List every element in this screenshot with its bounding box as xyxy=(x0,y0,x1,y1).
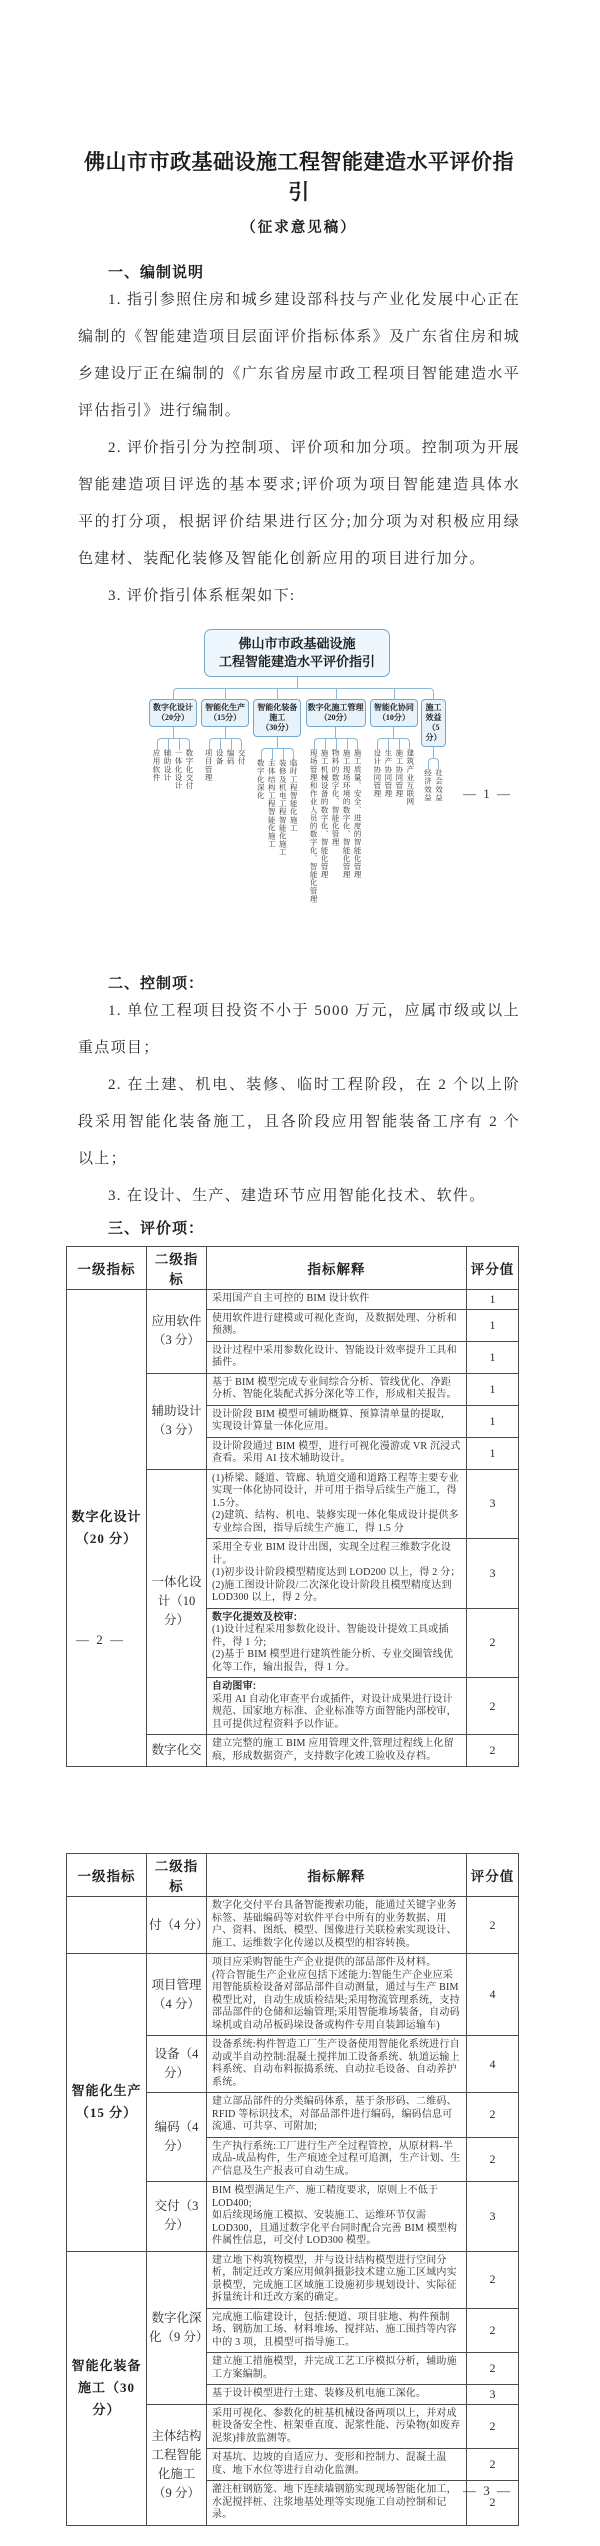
page-2 xyxy=(0,830,600,1835)
page-number: — 3 — xyxy=(463,2483,512,2498)
org-chart-leaf: 项目管理 xyxy=(204,749,214,782)
level2-indicator-cell: 编码（4 分） xyxy=(147,2093,207,2182)
score-cell: 2 xyxy=(467,2251,519,2308)
section-heading-evaluation-items: 三、评价项： xyxy=(108,1220,205,1237)
score-cell: 2 xyxy=(467,1608,519,1678)
indicator-explanation-cell: 建立地下构筑物模型，并与设计结构模型进行空间分析，制定迁改方案应用倾斜摄影技术建立施工区域内实景模型，完成施工区域施工设施初步规划设计、实际征拆量统计和迁改方案的确定。 xyxy=(207,2251,467,2308)
score-cell: 2 xyxy=(467,1897,519,1954)
org-chart-root: 佛山市市政基础设施 工程智能建造水平评价指引 xyxy=(204,629,390,677)
indicator-explanation-cell: 项目应采购智能生产企业提供的部品部件及材料。 (符合智能生产企业应包括下述能力:智能生产企业应采用智能质检设备对部品部件自动测量，通过与生产 BIM 模型比对，自动生成质检结果;采用物流管理系统，支持部品部件的仓储和运输管理;采用智能堆场装备，自动码垛机或自动吊板码垛设备或构件专用自装卸运输车) xyxy=(207,1954,467,2036)
score-cell: 2 xyxy=(467,1735,519,1767)
indicator-explanation-cell: 使用软件进行建模或可视化查询，及数据处理、分析和预测。 xyxy=(207,1309,467,1341)
org-chart-leaf: 施工质量、安全、进度的智能化管理 xyxy=(353,749,363,879)
indicator-explanation-cell: 基于设计模型进行土建、装修及机电施工深化。 xyxy=(207,2385,467,2405)
column-header: 二级指标 xyxy=(147,1247,207,1290)
indicator-explanation-cell: 采用国产自主可控的 BIM 设计软件 xyxy=(207,1290,467,1310)
score-cell: 2 xyxy=(467,1678,519,1735)
score-cell: 4 xyxy=(467,1954,519,2036)
column-header: 二级指标 xyxy=(147,1854,207,1897)
document-subtitle: （征求意见稿） xyxy=(241,220,357,236)
control-item-3: 3. 在设计、生产、建造环节应用智能化技术、软件。 xyxy=(108,1188,486,1204)
score-cell: 2 xyxy=(467,2353,519,2385)
org-chart-leaf: 物料的数字化、智能化管理 xyxy=(331,749,341,847)
org-chart-leaf: 应用软件 xyxy=(152,749,162,782)
org-chart-branch: 智能化装备施工 （30分） xyxy=(253,699,301,737)
indicator-explanation-cell: 基于 BIM 模型完成专业间综合分析、管线优化、净距分析、智能化装配式拆分深化等工作，形成相关报告。 xyxy=(207,1373,467,1405)
score-cell: 1 xyxy=(467,1309,519,1341)
org-chart-branch: 智能化生产 （15分） xyxy=(201,699,249,727)
indicator-explanation-cell: 数字化提效及校审: (1)设计过程采用参数化设计、智能设计提效工具或插件，得 1 分; (2)基于 BIM 模型进行建筑性能分析、专业交圈管线优化等工作，输出报告，得 1 分。 xyxy=(207,1608,467,1678)
paragraph-1: 1. 指引参照住房和城乡建设部科技与产业化发展中心正在编制的《智能建造项目层面评价指标体系》及广东省住房和城乡建设厅正在编制的《广东省房屋市政工程项目智能建造水平评估指引》进行编制。 xyxy=(78,292,520,419)
score-cell: 1 xyxy=(467,1373,519,1405)
score-cell: 2 xyxy=(467,2404,519,2449)
level2-indicator-cell: 数字化深化（9 分） xyxy=(147,2251,207,2404)
org-chart-leaf: 施工协同管理 xyxy=(394,749,404,798)
indicator-explanation-cell: 设计过程中采用参数化设计、智能设计效率提升工具和插件。 xyxy=(207,1341,467,1373)
level2-indicator-cell: 辅助设计（3 分） xyxy=(147,1373,207,1469)
score-cell: 2 xyxy=(467,2308,519,2353)
table-row xyxy=(67,1897,519,1954)
org-chart-branch: 施工效益 （5分） xyxy=(421,699,445,747)
org-chart-leaf: 施工机械设备的数字化、智能化管理 xyxy=(320,749,330,879)
org-chart-leaf: 建筑产业互联网 xyxy=(405,749,415,806)
score-cell: 2 xyxy=(467,2093,519,2138)
indicator-explanation-cell: 建立施工措施模型，并完成工艺工序模拟分析，辅助施工方案编制。 xyxy=(207,2353,467,2385)
level2-indicator-cell: 设备（4 分） xyxy=(147,2036,207,2093)
score-cell: 1 xyxy=(467,1290,519,1310)
org-chart-leaf: 数字化深化 xyxy=(256,759,266,800)
score-cell: 1 xyxy=(467,1341,519,1373)
org-chart-leaf: 数字化交付 xyxy=(185,749,195,790)
org-chart-leaf: 生产协同管理 xyxy=(383,749,393,798)
level2-indicator-cell: 应用软件（3 分） xyxy=(147,1290,207,1374)
table-row xyxy=(67,1954,519,2036)
score-cell: 4 xyxy=(467,2036,519,2093)
evaluation-table-page2 xyxy=(66,1246,519,1767)
indicator-explanation-cell: 自动图审: 采用 AI 自动化审查平台或插件，对设计成果进行设计规范、国家地方标准、企业标准等方面智能内部校审，且可提供过程资料予以作证。 xyxy=(207,1678,467,1735)
page-number: — 2 — xyxy=(76,1632,125,1647)
table-row xyxy=(67,2251,519,2308)
org-chart-leaf: 社会效益 xyxy=(434,769,444,802)
indicator-explanation-cell: 灌注桩钢筋笼、地下连续墙钢筋实现现场智能化加工，水泥搅拌桩、注浆地基处理等实现施工自动控制和记录。 xyxy=(207,2481,467,2526)
level2-indicator-cell: 项目管理（4 分） xyxy=(147,1954,207,2036)
org-chart-leaf: 主体结构工程智能化施工 xyxy=(267,759,277,849)
level2-indicator-cell: 交付（3 分） xyxy=(147,2182,207,2252)
page-3 xyxy=(0,1835,600,2546)
indicator-explanation-cell: 生产执行系统:工厂进行生产全过程管控，从原材料-半成品-成品构件，生产痕迹全过程可追测，生产计划、生产信息及生产报表可自动生成。 xyxy=(207,2137,467,2182)
org-chart-leaf: 现场管理和作业人员的数字化、智能化管理 xyxy=(309,749,319,903)
indicator-explanation-cell: (1)桥梁、隧道、管廊、轨道交通和道路工程等主要专业实现一体化协同设计，并可用于指导后续生产施工，得1.5分。 (2)建筑、结构、机电、装修实现一体化集成设计提供多专业综合图，指导后续生产施工，得 1.5 分 xyxy=(207,1469,467,1539)
indicator-explanation-cell: BIM 模型满足生产、施工精度要求，原则上不低于 LOD400; 如后续现场施工模拟、安装施工、运维环节仅需 LOD300，且通过数字化平台同时配合完善 BIM 模型构件属性信息，可交付 LOD300 模型。 xyxy=(207,2182,467,2252)
indicator-explanation-cell: 建立完整的施工 BIM 应用管理文件,管理过程线上化留痕，形成数据资产，支持数字化竣工验收及存档。 xyxy=(207,1735,467,1767)
org-chart-leaf: 经济效益 xyxy=(423,769,433,802)
org-chart-leaf: 临时工程智能化施工 xyxy=(289,759,299,832)
score-cell: 3 xyxy=(467,2182,519,2252)
score-cell: 1 xyxy=(467,1437,519,1469)
column-header: 一级指标 xyxy=(67,1247,147,1290)
org-chart-leaf: 交付 xyxy=(237,749,247,766)
control-item-1: 1. 单位工程项目投资不小于 5000 万元，应属市级或以上重点项目； xyxy=(78,1003,520,1056)
column-header: 评分值 xyxy=(467,1854,519,1897)
indicator-explanation-cell: 完成施工临建设计，包括:便道、项目驻地、构件预制场、钢筋加工场、材料堆场、搅拌站、施工围挡等内容中的 3 项，且模型可指导施工。 xyxy=(207,2308,467,2353)
level2-indicator-cell: 一体化设计（10 分） xyxy=(147,1469,207,1735)
score-cell: 3 xyxy=(467,2385,519,2405)
org-chart-leaf: 施工现场环境的数字化、智能化管理 xyxy=(342,749,352,879)
org-chart-leaf: 设计协同管理 xyxy=(372,749,382,798)
control-item-2: 2. 在土建、机电、装修、临时工程阶段，在 2 个以上阶段采用智能化装备施工，且各阶段应用智能装备工序有 2 个以上； xyxy=(78,1077,520,1167)
column-header: 指标解释 xyxy=(207,1247,467,1290)
section-heading-control-items: 二、控制项： xyxy=(108,975,205,992)
org-chart-leaf: 编码 xyxy=(226,749,236,766)
org-chart-branch: 数字化施工管理 （20分） xyxy=(306,699,366,727)
score-cell: 3 xyxy=(467,1539,519,1609)
score-cell: 3 xyxy=(467,1469,519,1539)
paragraph-2: 2. 评价指引分为控制项、评价项和加分项。控制项为开展智能建造项目评选的基本要求;评价项为项目智能建造具体水平的打分项，根据评价结果进行区分;加分项为对积极应用绿色建材、装配化装修及智能化创新应用的项目进行加分。 xyxy=(78,440,520,567)
level1-indicator-cell xyxy=(67,1897,147,1954)
page-number: — 1 — xyxy=(463,786,512,801)
org-chart-leaf: 装修及机电工程智能化施工 xyxy=(278,759,288,857)
document-title: 佛山市市政基础设施工程智能建造水平评价指引 xyxy=(84,151,514,204)
org-chart-branch: 智能化协同 （10分） xyxy=(370,699,418,727)
indicator-explanation-cell: 数字化交付平台具备智能搜索功能，能通过关键字业务标签、基础编码等对软件平台中所有的业务数据、用户、资料、图纸、模型、图像进行关联检索实现设计、施工、运维数字化传递以及模型的相容转换。 xyxy=(207,1897,467,1954)
column-header: 一级指标 xyxy=(67,1854,147,1897)
score-cell: 2 xyxy=(467,2137,519,2182)
table-header-row xyxy=(67,1854,519,1897)
indicator-explanation-cell: 采用全专业 BIM 设计出图，实现全过程三维数字化设计。 (1)初步设计阶段模型精度达到 LOD200 以上，得 2 分； (2)施工图设计阶段/二次深化设计阶段且模型精度达到 LOD300 以上，得 2 分。 xyxy=(207,1539,467,1609)
table-row xyxy=(67,1290,519,1310)
indicator-explanation-cell: 采用可视化、参数化的桩基机械设备两项以上，并对成桩设备安全性、桩架垂直度、泥浆性能、污染物(如废弃泥浆)排放监测等。 xyxy=(207,2404,467,2449)
level1-indicator-cell: 智能化装备施工（30 分） xyxy=(67,2251,147,2525)
org-chart-leaf: 辅助设计 xyxy=(163,749,173,782)
org-chart-branch: 数字化设计 （20分） xyxy=(149,699,197,727)
level2-indicator-cell: 主体结构工程智能化施工（9 分） xyxy=(147,2404,207,2525)
score-cell: 1 xyxy=(467,1405,519,1437)
level2-indicator-cell: 数字化交 xyxy=(147,1735,207,1767)
paragraph-3: 3. 评价指引体系框架如下: xyxy=(108,588,296,604)
page-1 xyxy=(0,0,600,903)
indicator-explanation-cell: 设备系统:构件智造工厂生产设备使用智能化系统进行自动或半自动控制:混凝土搅拌加工设备系统、轨道运输上料系统、自动布料振捣系统、自动拉毛设备、自动养护系统。 xyxy=(207,2036,467,2093)
indicator-explanation-cell: 对基坑、边坡的自适应力、变形和控制力、混凝土温度、地下水位等进行自动化监测。 xyxy=(207,2449,467,2481)
level1-indicator-cell: 数字化设计（20 分） xyxy=(67,1290,147,1767)
evaluation-table-page3 xyxy=(66,1853,519,2526)
org-chart-leaf: 一体化设计 xyxy=(174,749,184,790)
indicator-explanation-cell: 建立部品部件的分类编码体系，基于条形码、二维码、RFID 等标识技术，对部品部件进行编码，编码信息可流通、可共享、可附加; xyxy=(207,2093,467,2138)
column-header: 评分值 xyxy=(467,1247,519,1290)
indicator-explanation-cell: 设计阶段 BIM 模型可辅助概算、预算清单量的提取，实现设计算量一体化应用。 xyxy=(207,1405,467,1437)
column-header: 指标解释 xyxy=(207,1854,467,1897)
indicator-explanation-cell: 设计阶段通过 BIM 模型，进行可视化漫游或 VR 沉浸式查看。采用 AI 技术辅助设计。 xyxy=(207,1437,467,1469)
table-header-row xyxy=(67,1247,519,1290)
score-cell: 2 xyxy=(467,2449,519,2481)
org-chart-leaf: 设备 xyxy=(215,749,225,766)
section-heading-compilation: 一、编制说明 xyxy=(108,264,205,281)
level1-indicator-cell: 智能化生产（15 分） xyxy=(67,1954,147,2252)
score-cell: 2 xyxy=(467,2481,519,2526)
level2-indicator-cell: 付（4 分） xyxy=(147,1897,207,1954)
